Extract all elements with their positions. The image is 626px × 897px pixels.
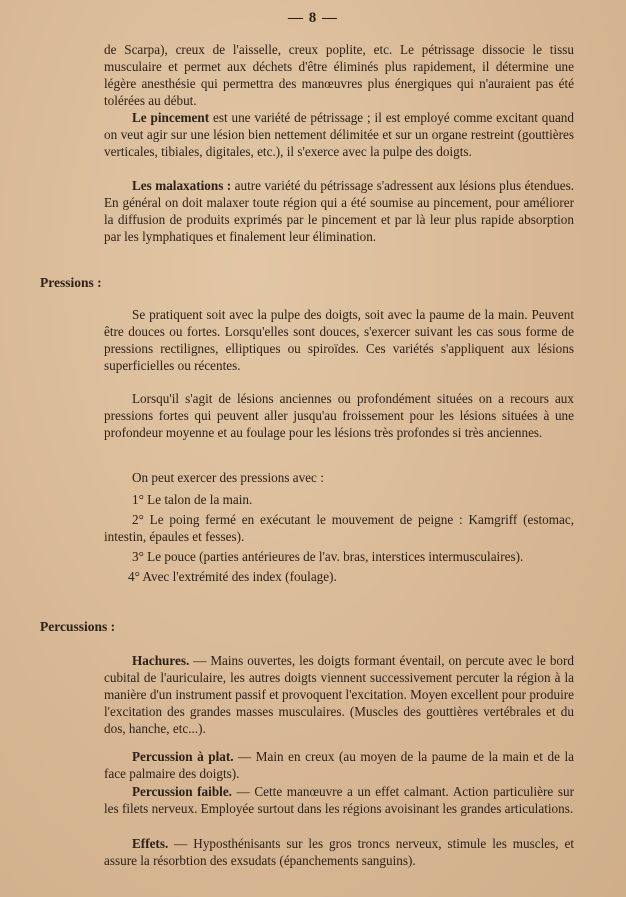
- paragraph-pressions-3: [104, 469, 574, 486]
- term-pincement: Le pincement: [132, 110, 210, 125]
- paragraph-pressions-1: [104, 306, 574, 374]
- paragraph-percussion-faible: [104, 783, 574, 817]
- term-hachures: Hachures.: [132, 653, 190, 668]
- term-malaxations: Les malaxations :: [132, 178, 232, 193]
- section-header-percussions: Percussions :: [40, 619, 116, 634]
- section-header-pressions: Pressions :: [40, 275, 102, 290]
- list-item: 4° Avec l'extrémité des index (foulage).: [128, 569, 337, 584]
- pressions-list: [104, 491, 574, 585]
- paragraph-percussion-plat: [104, 748, 574, 782]
- list-item: 3° Le pouce (parties antérieures de l'av. bras, interstices intermusculaires).: [132, 549, 524, 564]
- paragraph-text: — Hyposthénisants sur les gros troncs nerveux, stimule les muscles, et assure la résorbtion des exsudats (épanchements sanguins).: [104, 836, 574, 868]
- page-number: — 8 —: [288, 10, 338, 26]
- list-item: 1° Le talon de la main.: [132, 492, 253, 507]
- paragraph-text: autre variété du pétrissage s'adressent aux lésions plus étendues. En général on doit malaxer toute région qui a été soumise au pincement, pour améliorer la diffusion de produits exprimés par le pincement et par là leur plus rapide absorption par les lymphatiques et finalement leur élimination.: [104, 178, 575, 244]
- paragraph-pressions-2: [104, 390, 574, 441]
- paragraph-text: de Scarpa), creux de l'aisselle, creux poplite, etc. Le pétrissage dissocie le tissu musculaire et permet aux déchets d'être éliminés plus rapidement, il détermine une légère anesthésie qui permettra des manœuvres plus énergiques qui n'auraient pas été tolérées au début.: [104, 42, 574, 108]
- paragraph-text: On peut exercer des pressions avec :: [132, 470, 324, 485]
- paragraph-text: Lorsqu'il s'agit de lésions anciennes ou profondément situées on a recours aux pressions fortes qui peuvent aller jusqu'au froissement pour les lésions situées à une profondeur moyenne et au foulage pour les lésions très profondes si très anciennes.: [104, 391, 574, 440]
- term-percussion-faible: Percussion faible.: [132, 784, 232, 799]
- paragraph-text: — Main en creux (au moyen de la paume de la main et de la face palmaire des doigts).: [104, 749, 574, 781]
- paragraph-hachures: [104, 652, 574, 737]
- paragraph-petrissage-end: [104, 41, 574, 109]
- list-item: 2° Le poing fermé en exécutant le mouvement de peigne : Kamgriff (estomac, intestin, épaules et fesses).: [104, 512, 574, 544]
- paragraph-text: est une variété de pétrissage ; il est employé comme excitant quand on veut agir sur une lésion bien nettement délimitée et sur un organe restreint (gouttières verticales, tibiales, digitales, etc.), il s'exerce avec la pulpe des doigts.: [104, 110, 574, 159]
- paragraph-text: Se pratiquent soit avec la pulpe des doigts, soit avec la paume de la main. Peuvent être douces ou fortes. Lorsqu'elles sont douces, s'exercer suivant les cas sous forme de pressions rectilignes, elliptiques ou spiroïdes. Ces variétés s'appliquent aux lésions superficielles ou récentes.: [104, 307, 574, 373]
- paragraph-malaxations: [104, 177, 574, 245]
- paragraph-effets: [104, 835, 574, 869]
- paragraph-text: — Mains ouvertes, les doigts formant éventail, on percute avec le bord cubital de l'auriculaire, les autres doigts viennent successivement percuter la région à la manière d'un instrument passif et provoquent l'excitation. Moyen excellent pour produire l'excitation des grandes masses musculaires. (Muscles des gouttières vertébrales et du dos, hanche, etc...).: [104, 653, 574, 736]
- term-percussion-plat: Percussion à plat.: [132, 749, 234, 764]
- paragraph-pincement: [104, 109, 574, 160]
- paragraph-text: — Cette manœuvre a un effet calmant. Action particulière sur les filets nerveux. Employée surtout dans les régions avoisinant les grandes articulations.: [104, 784, 574, 816]
- term-effets: Effets.: [132, 836, 169, 851]
